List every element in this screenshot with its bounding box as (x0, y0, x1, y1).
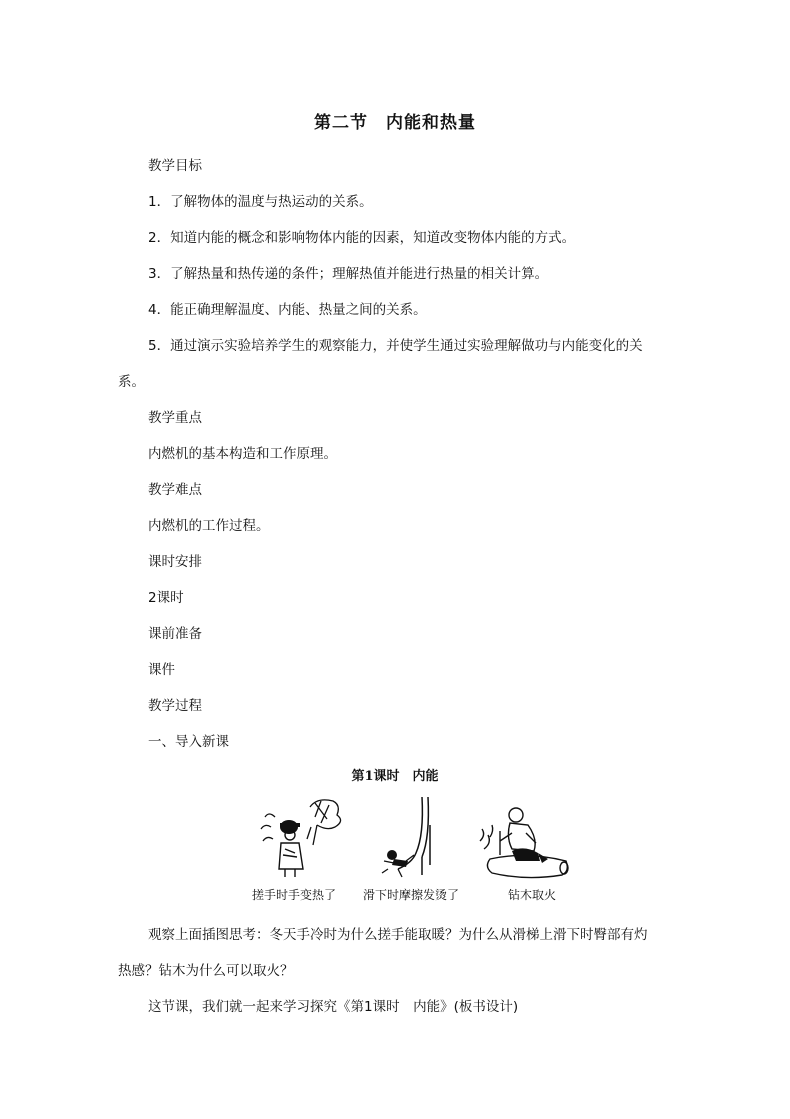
objective-item-4: 4．能正确理解温度、内能、热量之间的关系。 (148, 302, 427, 318)
drill-fire-man-icon (478, 801, 574, 881)
objective-item-1: 1．了解物体的温度与热运动的关系。 (148, 194, 373, 210)
figure-caption-1: 搓手时手变热了 (252, 888, 337, 902)
prep-text: 课件 (148, 662, 175, 678)
objective-item-3: 3．了解热量和热传递的条件；理解热值并能进行热量的相关计算。 (148, 266, 549, 282)
paragraph-1-line-2: 热感？钻木为什么可以取火？ (118, 963, 294, 979)
lesson-title: 第1课时 内能 (351, 769, 439, 784)
process-subheading: 一、导入新课 (148, 734, 229, 750)
key-point-text: 内燃机的基本构造和工作原理。 (148, 446, 337, 462)
page-title: 第二节 内能和热量 (314, 113, 476, 133)
rubbing-hands-person-icon (255, 797, 345, 879)
paragraph-2: 这节课，我们就一起来学习探究《第1课时 内能》(板书设计) (148, 999, 519, 1015)
objectives-heading: 教学目标 (148, 158, 202, 174)
illustration-row (0, 795, 790, 910)
key-point-heading: 教学重点 (148, 410, 202, 426)
objective-item-5: 5．通过演示实验培养学生的观察能力，并使学生通过实验理解做功与内能变化的关 (148, 338, 643, 354)
objective-item-5-continued: 系。 (118, 374, 145, 390)
difficulty-text: 内燃机的工作过程。 (148, 518, 270, 534)
process-heading: 教学过程 (148, 698, 202, 714)
paragraph-1-line-1: 观察上面插图思考：冬天手冷时为什么搓手能取暖？为什么从滑梯上滑下时臀部有灼 (148, 927, 648, 943)
difficulty-heading: 教学难点 (148, 482, 202, 498)
schedule-text: 2课时 (148, 590, 184, 606)
objective-item-2: 2．知道内能的概念和影响物体内能的因素，知道改变物体内能的方式。 (148, 230, 576, 246)
figure-caption-2: 滑下时摩擦发烫了 (363, 888, 460, 902)
schedule-heading: 课时安排 (148, 554, 202, 570)
slide-child-icon (378, 795, 440, 879)
prep-heading: 课前准备 (148, 626, 202, 642)
figure-caption-3: 钻木取火 (508, 888, 557, 902)
